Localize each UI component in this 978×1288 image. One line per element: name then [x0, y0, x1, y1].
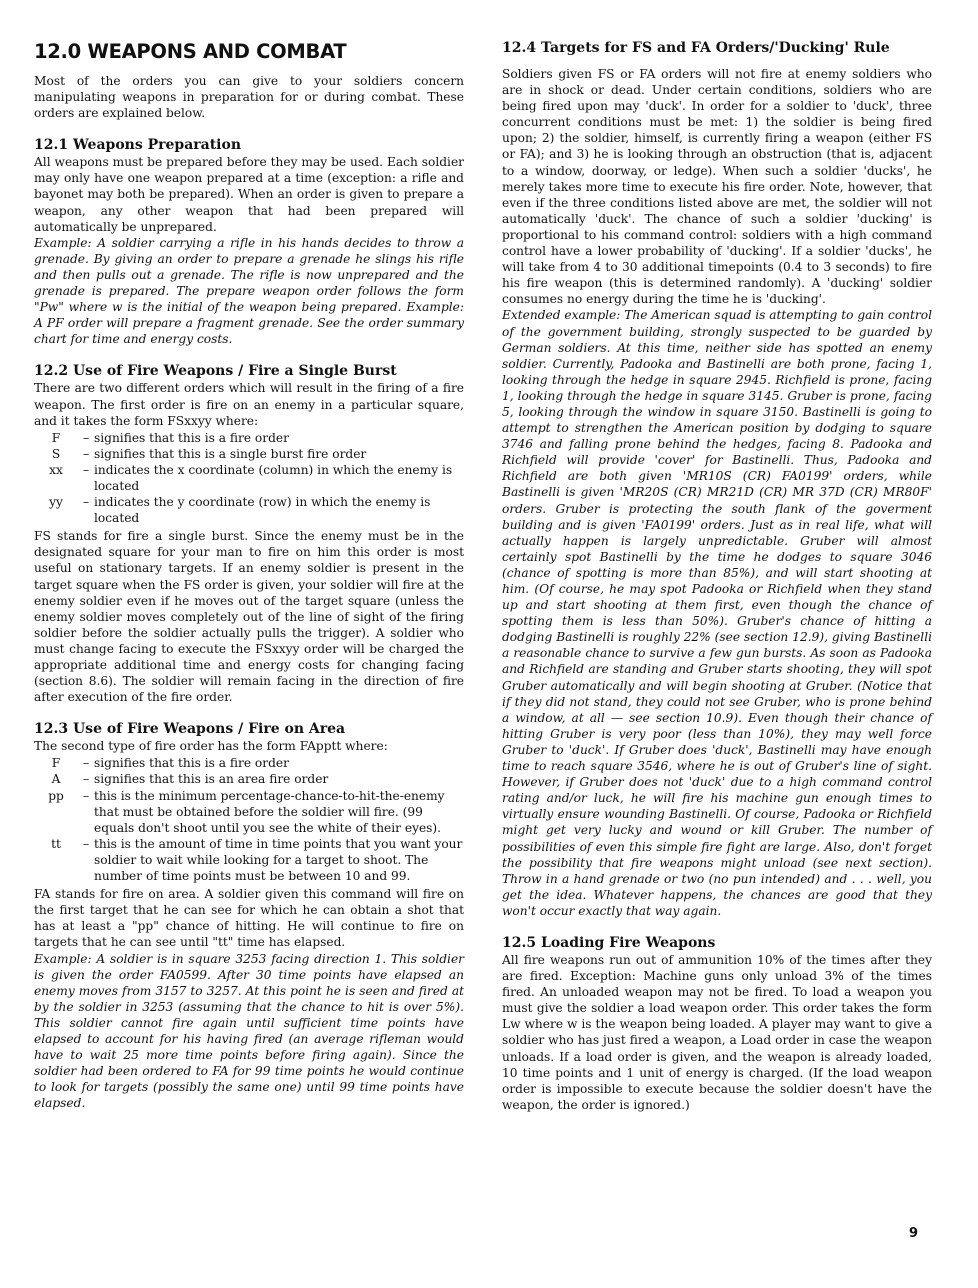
dash: –: [82, 836, 90, 851]
dash: –: [82, 430, 90, 445]
definition-text: indicates the y coordinate (row) in which the enemy is located: [94, 495, 431, 526]
definition-text: this is the minimum percentage-chance-to-hit-the-enemy that must be obtained before the soldier will fire. (99 equals don't shoot until you see the white of their eyes).: [94, 788, 445, 835]
section-heading-12-5: 12.5 Loading Fire Weapons: [502, 934, 716, 951]
definition-row: [34, 788, 464, 836]
definition-term: S: [51, 446, 61, 461]
page-number: 9: [908, 1226, 918, 1241]
definition-text: signifies that this is a single burst fire order: [94, 446, 367, 461]
definition-term: A: [51, 772, 61, 787]
section-12-2-intro: There are two different orders which will result in the firing of a fire weapon. The first order is fire on an enemy in a particular square, and it takes the form FSxxyy where:: [34, 381, 464, 428]
fs-definition-list: [34, 430, 464, 527]
dash: –: [82, 446, 90, 461]
section-12-3-body: FA stands for fire on area. A soldier given this command will fire on the first target that he can see for which he can obtain a shot that has at least a "pp" chance of hitting. He will continue to fire on targets that he can see until "tt" time has elapsed.: [34, 887, 464, 950]
section-12-4-example: Extended example: The American squad is attempting to gain control of the government building, strongly suspected to be guarded by German soldiers. At this time, neither side has spotted an enemy soldier. Currently, Padooka and Bastinelli are both prone, facing 1, looking through the hedge in square 2945. Richfield is prone, facing 1, looking through the hedge in square 3145. Gruber is prone, facing 5, looking through the window in square 3150. Bastinelli is going to attempt to strengthen the American position by dodging to square 3746 and falling prone behind the hedges, facing 8. Padooka and Richfield will provide 'cover' for Bastinelli. Thus, Padooka and Richfield are both given 'MR10S (CR) FA0199' orders, while Bastinelli is given 'MR20S (CR) MR21D (CR) MR 37D (CR) MR80F' orders. Gruber is protecting the south flank of the goverment building and is given 'FA0199' orders. Just as in real life, what will actually happen is largely unpredictable. Gruber will almost certainly spot Bastinelli by the time he dodges to square 3046 (chance of spotting is more than 85%), and will start shooting at him. (Of course, he may spot Padooka or Richfield when they stand up and start shooting at them first, even though the chance of spotting them is less than 50%). Gruber's chance of hitting a dodging Bastinelli is roughly 22% (see section 12.9), giving Bastinelli a reasonable chance to survive a few gun bursts. As soon as Padooka and Richfield are standing and Gruber starts shooting, they will spot Gruber automatically and will begin shooting at Gruber. (Notice that if they did not stand, they could not see Gruber, who is prone behind a window, at all — see section 10.9). Even though their chance of hitting Gruber is very poor (less than 10%), they may well force Gruber to 'duck'. If Gruber does 'duck', Bastinelli may have enough time to reach square 3546, where he is out of Gruber's line of sight. However, if Gruber does not 'duck' due to a high command control rating and/or luck, he will fire his machine gun enough times to virtually ensure wounding Bastinelli. Of course, Padooka or Richfield might get very lucky and wound or kill Gruber. The number of possibilities of even this simple fire fight are large. Also, don't forget the possibility that fire weapons might unload (see next section). Throw in a hand grenade or two (no pun intended) and . . . well, you get the idea. Whatever happens, the chances are good that they won't occur exactly that way again.: [502, 308, 932, 918]
dash: –: [82, 772, 90, 787]
section-12-1-body: All weapons must be prepared before they may be used. Each soldier may only have one weapon prepared at a time (exception: a rifle and bayonet may both be prepared). When an order is given to prepare a weapon, any other weapon that had been prepared will automatically be unprepared.: [34, 155, 464, 234]
left-column: [34, 40, 464, 1111]
right-column: [502, 40, 932, 1113]
section-12-5-body: All fire weapons run out of ammunition 10% of the times after they are fired. Exception: Machine guns only unload 3% of the times fired. An unloaded weapon may not be fired. To load a weapon you must give the soldier a load weapon order. This order takes the form Lw where w is the weapon being loaded. A player may want to give a soldier who has just fired a weapon, a Load order in case the weapon unloads. If a load order is given, and the weapon is already loaded, 10 time points and 1 unit of energy is charged. (If the load weapon order is impossible to execute because the soldier doesn't have the weapon, the order is ignored.): [502, 952, 932, 1112]
definition-text: this is the amount of time in time points that you want your soldier to wait while looking for a target to shoot. The number of time points must be between 10 and 99.: [94, 836, 463, 884]
definition-row: [34, 430, 464, 446]
definition-term: F: [51, 756, 61, 771]
section-12-4-body: Soldiers given FS or FA orders will not fire at enemy soldiers who are in shock or dead. Under certain conditions, soldiers who are being fired upon may 'duck'. In order for a soldier to 'duck', three concurrent conditions must be met: 1) the soldier is being fired upon; 2) the soldier, himself, is currently firing a weapon (either FS or FA); and 3) he is looking through an obstruction (that is, adjacent to a window, doorway, or ledge). When such a soldier 'ducks', he merely takes more time to execute his fire order. Note, however, that even if the three conditions listed above are met, the soldier will not automatically 'duck'. The chance of such a soldier 'ducking' is proportional to his command control: soldiers with a high command control have a lower probability of 'ducking'. If a soldier 'ducks', he will take from 4 to 30 additional timepoints (0.4 to 3 seconds) to fire his fire weapon (this is determined randomly). A 'ducking' soldier consumes no energy during the time he is 'ducking'.: [502, 67, 932, 307]
section-heading-12-2: 12.2 Use of Fire Weapons / Fire a Single Burst: [34, 363, 397, 380]
definition-row: [34, 462, 464, 494]
section-12-1-example: Example: A soldier carrying a rifle in his hands decides to throw a grenade. By giving an order to prepare a grenade he slings his rifle and then pulls out a grenade. The rifle is now unprepared and the grenade is prepared. The prepare weapon order follows the form "Pw" where w is the initial of the weapon being prepared. Example: A PF order will prepare a fragment grenade. See the order summary chart for time and energy costs.: [34, 235, 464, 347]
dash: –: [82, 495, 90, 510]
definition-term: F: [51, 430, 61, 445]
definition-row: [34, 494, 464, 526]
dash: –: [82, 788, 90, 803]
definition-row: [34, 755, 464, 771]
dash: –: [82, 756, 90, 771]
definition-term: yy: [49, 495, 63, 510]
fa-definition-list: [34, 755, 464, 884]
definition-term: tt: [51, 836, 61, 851]
section-heading-12-3: 12.3 Use of Fire Weapons / Fire on Area: [34, 721, 346, 738]
section-heading-12-1: 12.1 Weapons Preparation: [34, 137, 242, 154]
definition-term: xx: [49, 462, 63, 477]
definition-row: [34, 836, 464, 884]
intro-paragraph: Most of the orders you can give to your soldiers concern manipulating weapons in preparation for or during combat. These orders are explained below.: [34, 74, 464, 121]
dash: –: [82, 462, 90, 477]
section-12-3-example: Example: A soldier is in square 3253 facing direction 1. This soldier is given the order FA0599. After 30 time points have elapsed an enemy moves from 3157 to 3257. At this point he is seen and fired at by the soldier in 3253 (assuming that the chance to hit is over 5%). This soldier cannot fire again until sufficient time points have elapsed to account for his having fired (an average rifleman would have to wait 25 more time points before firing again). Since the soldier had been ordered to FA for 99 time points he would continue to look for targets (possibly the same one) until 99 time points have elapsed.: [34, 951, 464, 1111]
definition-text: signifies that this is a fire order: [94, 756, 289, 771]
section-12-3-intro: The second type of fire order has the form FApptt where:: [34, 739, 388, 754]
definition-text: signifies that this is a fire order: [94, 430, 289, 445]
definition-text: indicates the x coordinate (column) in which the enemy is located: [94, 462, 453, 493]
section-12-2-body: FS stands for fire a single burst. Since the enemy must be in the designated square for your man to fire on him this order is most useful on stationary targets. If an enemy soldier is present in the target square when the FS order is given, your soldier will fire at the enemy soldier even if he moves out of the target square (unless the enemy soldier moves completely out of the line of sight of the firing soldier before the soldier actually pulls the trigger). A soldier who must change facing to execute the FSxxyy order will be charged the appropriate additional time and energy costs for changing facing (section 8.6). The soldier will remain facing in the direction of fire after execution of the fire order.: [34, 529, 464, 705]
definition-text: signifies that this is an area fire order: [94, 772, 329, 787]
section-heading-12-4: 12.4 Targets for FS and FA Orders/'Ducking' Rule: [502, 40, 890, 56]
chapter-title: 12.0 WEAPONS AND COMBAT: [34, 40, 347, 63]
definition-row: [34, 771, 464, 787]
definition-row: [34, 446, 464, 462]
definition-term: pp: [48, 788, 64, 803]
